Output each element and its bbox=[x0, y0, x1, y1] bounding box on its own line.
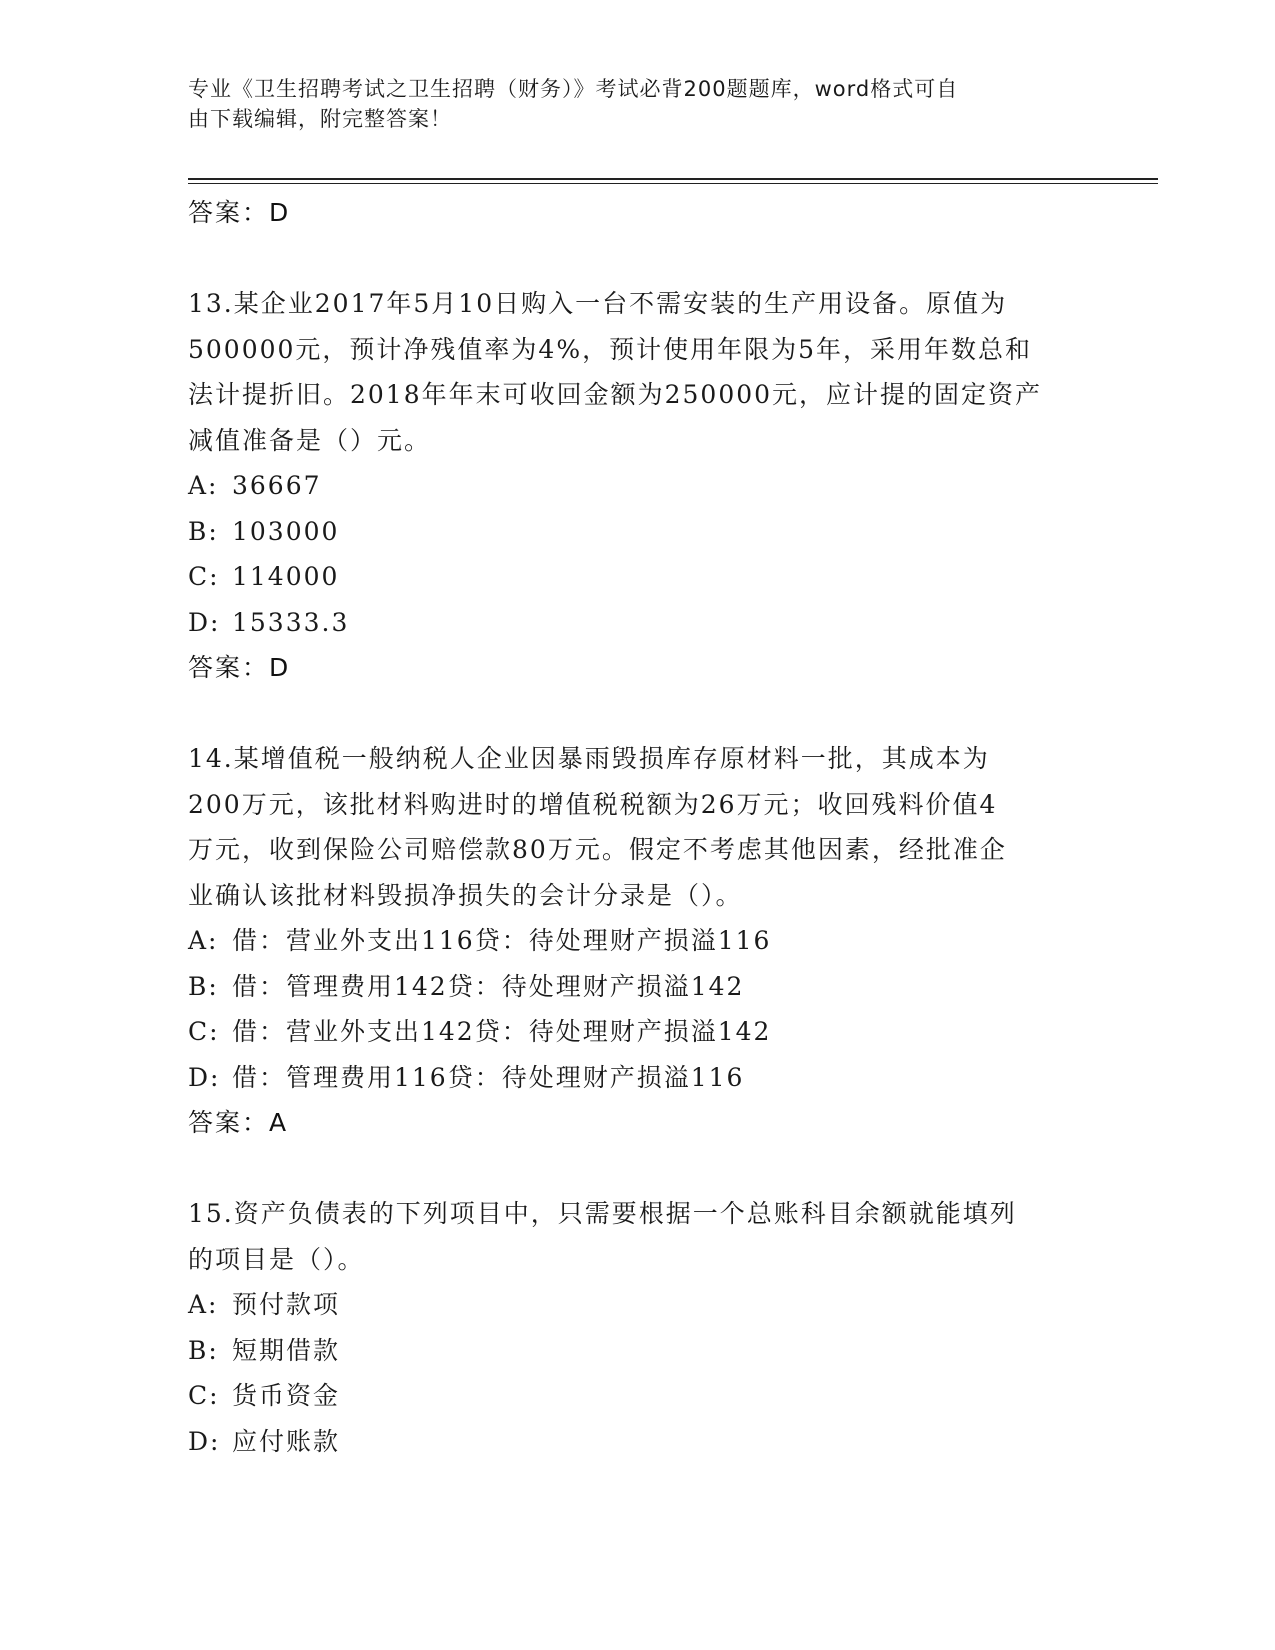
option-d bbox=[188, 600, 1088, 646]
option-text: 货币资金 bbox=[232, 1381, 341, 1410]
header-line-2: 由下载编辑，附完整答案！ bbox=[188, 107, 452, 131]
option-text: 114000 bbox=[232, 562, 340, 591]
question-text-line: 法计提折旧。2018年年末可收回金额为250000元，应计提的固定资产 bbox=[188, 380, 1043, 409]
option-text: 应付账款 bbox=[232, 1426, 341, 1456]
option-text: 15333.3 bbox=[232, 607, 350, 637]
question-14 bbox=[188, 736, 1088, 1146]
question-13 bbox=[188, 281, 1088, 691]
option-key: D: bbox=[188, 1062, 221, 1092]
option-d bbox=[188, 1419, 1088, 1465]
option-key: A: bbox=[188, 1290, 219, 1319]
question-text-line: 500000元，预计净残值率为4%，预计使用年限为5年，采用年数总和 bbox=[188, 334, 1033, 364]
option-b bbox=[188, 964, 1088, 1010]
question-text-line: 13.某企业2017年5月10日购入一台不需安装的生产用设备。原值为 bbox=[188, 289, 1008, 318]
document-header bbox=[188, 74, 1088, 134]
option-text: 借：营业外支出142贷：待处理财产损溢142 bbox=[232, 1017, 772, 1046]
question-text-line: 14.某增值税一般纳税人企业因暴雨毁损库存原材料一批，其成本为 bbox=[188, 744, 990, 773]
option-a bbox=[188, 463, 1088, 509]
option-a bbox=[188, 918, 1088, 964]
question-text-line: 万元，收到保险公司赔偿款80万元。假定不考虑其他因素，经批准企 bbox=[188, 835, 1007, 864]
option-c bbox=[188, 554, 1088, 600]
question-text-line: 减值准备是（）元。 bbox=[188, 425, 432, 455]
option-text: 预付款项 bbox=[232, 1290, 341, 1319]
option-key: C: bbox=[188, 1381, 220, 1410]
question-15 bbox=[188, 1191, 1088, 1464]
option-c bbox=[188, 1373, 1088, 1419]
option-a bbox=[188, 1282, 1088, 1328]
option-text: 36667 bbox=[232, 471, 322, 500]
header-divider-thick bbox=[188, 178, 1158, 180]
option-key: C: bbox=[188, 562, 220, 591]
option-b bbox=[188, 1328, 1088, 1374]
spacer bbox=[188, 236, 1088, 282]
question-text-line: 业确认该批材料毁损净损失的会计分录是（）。 bbox=[188, 880, 743, 910]
option-key: A: bbox=[188, 471, 219, 500]
option-d bbox=[188, 1055, 1088, 1101]
spacer bbox=[188, 1146, 1088, 1192]
option-c bbox=[188, 1009, 1088, 1055]
option-key: B: bbox=[188, 971, 219, 1001]
option-key: B: bbox=[188, 516, 219, 546]
answer-14: 答案：A bbox=[188, 1108, 289, 1137]
question-text-line: 15.资产负债表的下列项目中，只需要根据一个总账科目余额就能填列 bbox=[188, 1199, 1017, 1228]
spacer bbox=[188, 691, 1088, 737]
option-key: C: bbox=[188, 1017, 220, 1046]
answer-13: 答案：D bbox=[188, 653, 291, 682]
option-text: 借：营业外支出116贷：待处理财产损溢116 bbox=[232, 926, 772, 955]
option-key: B: bbox=[188, 1335, 219, 1365]
header-line-1: 专业《卫生招聘考试之卫生招聘（财务）》考试必背200题题库，word格式可自 bbox=[188, 77, 959, 101]
option-text: 短期借款 bbox=[232, 1335, 341, 1365]
option-key: D: bbox=[188, 1426, 221, 1456]
option-text: 借：管理费用142贷：待处理财产损溢142 bbox=[232, 971, 745, 1001]
question-text-line: 的项目是（）。 bbox=[188, 1244, 365, 1274]
header-divider-thin bbox=[188, 183, 1158, 184]
option-text: 103000 bbox=[232, 516, 340, 546]
option-text: 借：管理费用116贷：待处理财产损溢116 bbox=[232, 1062, 745, 1092]
option-b bbox=[188, 509, 1088, 555]
previous-answer: 答案：D bbox=[188, 198, 291, 227]
option-key: A: bbox=[188, 926, 219, 955]
question-text-line: 200万元，该批材料购进时的增值税税额为26万元；收回残料价值4 bbox=[188, 789, 998, 819]
document-body bbox=[188, 190, 1088, 1464]
option-key: D: bbox=[188, 607, 221, 637]
